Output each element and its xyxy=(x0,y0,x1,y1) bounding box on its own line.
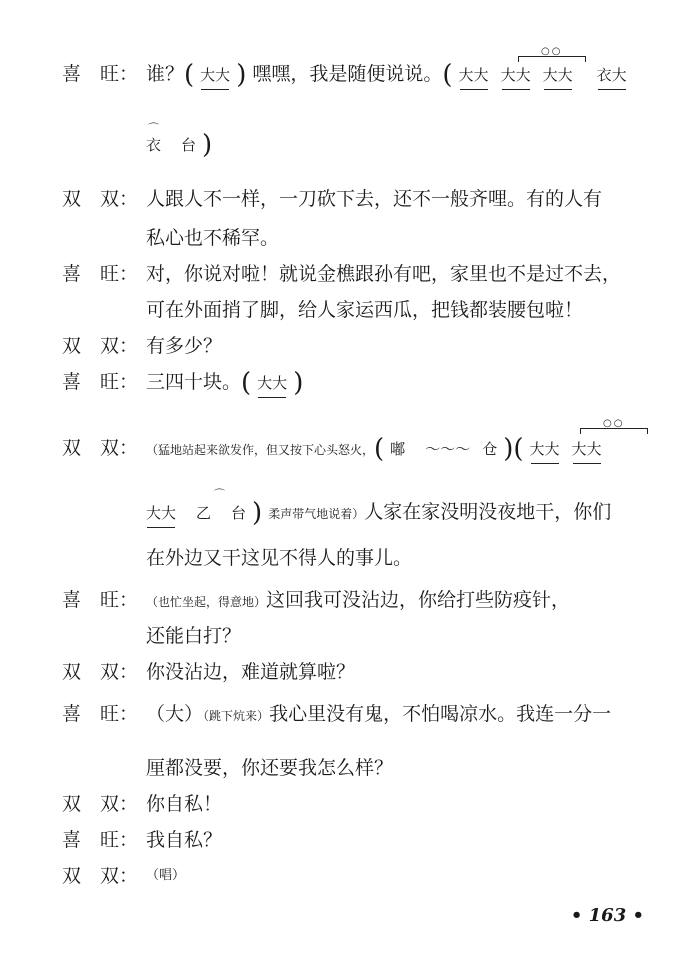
dialogue-text: 对，你说对啦！就说金樵跟孙有吧，家里也不是过不去， xyxy=(146,263,622,285)
dialogue-text: 人跟人不一样，一刀砍下去，还不一般齐哩。有的人有 xyxy=(146,188,603,210)
speaker-label: 喜 旺： xyxy=(62,371,139,393)
dialogue-text: 你自私！ xyxy=(146,793,223,815)
percussion-notation: ～～～ xyxy=(425,440,471,458)
speaker-label: 双 双： xyxy=(62,188,139,210)
percussion-notation: 台 xyxy=(231,504,247,522)
percussion-notation: 衣大 xyxy=(597,63,627,87)
dialogue-text: 这回我可没沾边，你给打些防疫针， xyxy=(266,589,571,611)
percussion-notation: 仓 xyxy=(482,440,498,458)
dialogue-text: 在外边又干这见不得人的事儿。 xyxy=(146,547,413,569)
percussion-notation: 大大 xyxy=(572,437,602,461)
script-page: 喜 旺： 谁？( 大大 ) 嘿嘿，我是随便说说。( 大大 大大 大大 衣大 ○○ 衣 台 ) ⌒ 双 双： 人跟人不一样，一刀砍下去，还不一般齐哩。有的人有 私心也不稀罕。 喜 旺： 对，你说对啦！就说金樵跟孙有吧，家里也不是过不去， 可在外面捎了脚，给人家运西瓜，把钱都装腰包啦！ 双 双： 有多少？ 喜 旺： 三四十块。( 大大 ) 双 双： （猛地站起来欲发作，但又按下心头怒火，( 嘟 ～～～ 仓 )( 大大 大大 ○○ 大大 乙 台 ) 柔声带气地说着）人家在家没明没夜地干，你们 ⌒ 在外边又干这见不得人的事儿。 喜 旺： （也忙坐起，得意地）这回我可没沾边，你给打些防疫针， 还能白打？ 双 双： 你没沾边，难道就算啦？ 喜 旺： （大）（跳下炕来）我心里没有鬼，不怕喝凉水。我连一分一 厘都没要，你还要我怎么样？ 双 双： 你自私！ 喜 旺： 我自私？ 双 双： （唱） • 163 • xyxy=(0,0,690,973)
stage-direction: （跳下炕来） xyxy=(203,709,270,723)
percussion-notation: 衣 xyxy=(146,136,162,154)
speaker-label: 喜 旺： xyxy=(62,63,139,85)
percussion-notation: 大大 xyxy=(146,501,176,525)
dialogue-text: 私心也不稀罕。 xyxy=(146,227,280,249)
percussion-notation: 大大 xyxy=(257,371,287,395)
speaker-label: 双 双： xyxy=(62,865,139,887)
percussion-notation: 乙 xyxy=(196,504,212,522)
rhythm-dots: ○○ xyxy=(603,418,625,429)
stage-direction: （也忙坐起，得意地） xyxy=(146,595,267,609)
dialogue-text: 我心里没有鬼，不怕喝凉水。我连一分一 xyxy=(269,703,612,725)
dialogue-text: 有多少？ xyxy=(146,335,223,357)
speaker-label: 双 双： xyxy=(62,661,139,683)
percussion-notation: 大大 xyxy=(530,437,560,461)
dialogue-text: 你没沾边，难道就算啦？ xyxy=(146,661,356,683)
percussion-notation: 大大 xyxy=(501,63,531,87)
speaker-label: 喜 旺： xyxy=(62,263,139,285)
dialogue-text: 可在外面捎了脚，给人家运西瓜，把钱都装腰包啦！ xyxy=(146,299,584,321)
percussion-notation: 大 xyxy=(165,703,185,725)
percussion-notation: 嘟 xyxy=(390,440,406,458)
speaker-label: 喜 旺： xyxy=(62,703,139,725)
page-number: • 163 • xyxy=(570,905,644,926)
percussion-notation: 大大 xyxy=(543,63,573,87)
rhythm-dots: ○○ xyxy=(541,46,563,57)
percussion-notation: 大大 xyxy=(200,63,230,87)
speaker-label: 双 双： xyxy=(62,437,139,459)
stage-direction: （唱） xyxy=(146,868,186,883)
speaker-label: 喜 旺： xyxy=(62,829,139,851)
fermata-mark: ⌒ xyxy=(214,488,225,501)
percussion-notation: 大大 xyxy=(459,63,489,87)
stage-direction: （猛地站起来欲发作，但又按下心头怒火， xyxy=(146,443,375,457)
speaker-label: 喜 旺： xyxy=(62,589,139,611)
dialogue-text: 嘿嘿，我是随便说说。 xyxy=(246,63,443,85)
dialogue-text: 我自私？ xyxy=(146,829,223,851)
speaker-label: 双 双： xyxy=(62,335,139,357)
speaker-label: 双 双： xyxy=(62,793,139,815)
fermata-mark: ⌒ xyxy=(148,122,159,135)
stage-direction: 柔声带气地说着） xyxy=(268,507,365,521)
dialogue-text: 厘都没要，你还要我怎么样？ xyxy=(146,757,394,779)
dialogue-text: 人家在家没明没夜地干，你们 xyxy=(364,501,612,523)
dialogue-text: 还能白打？ xyxy=(146,625,242,647)
dialogue-text: 三四十块。 xyxy=(146,371,242,393)
percussion-notation: 台 xyxy=(181,136,197,154)
dialogue-text: 谁？ xyxy=(146,63,185,85)
